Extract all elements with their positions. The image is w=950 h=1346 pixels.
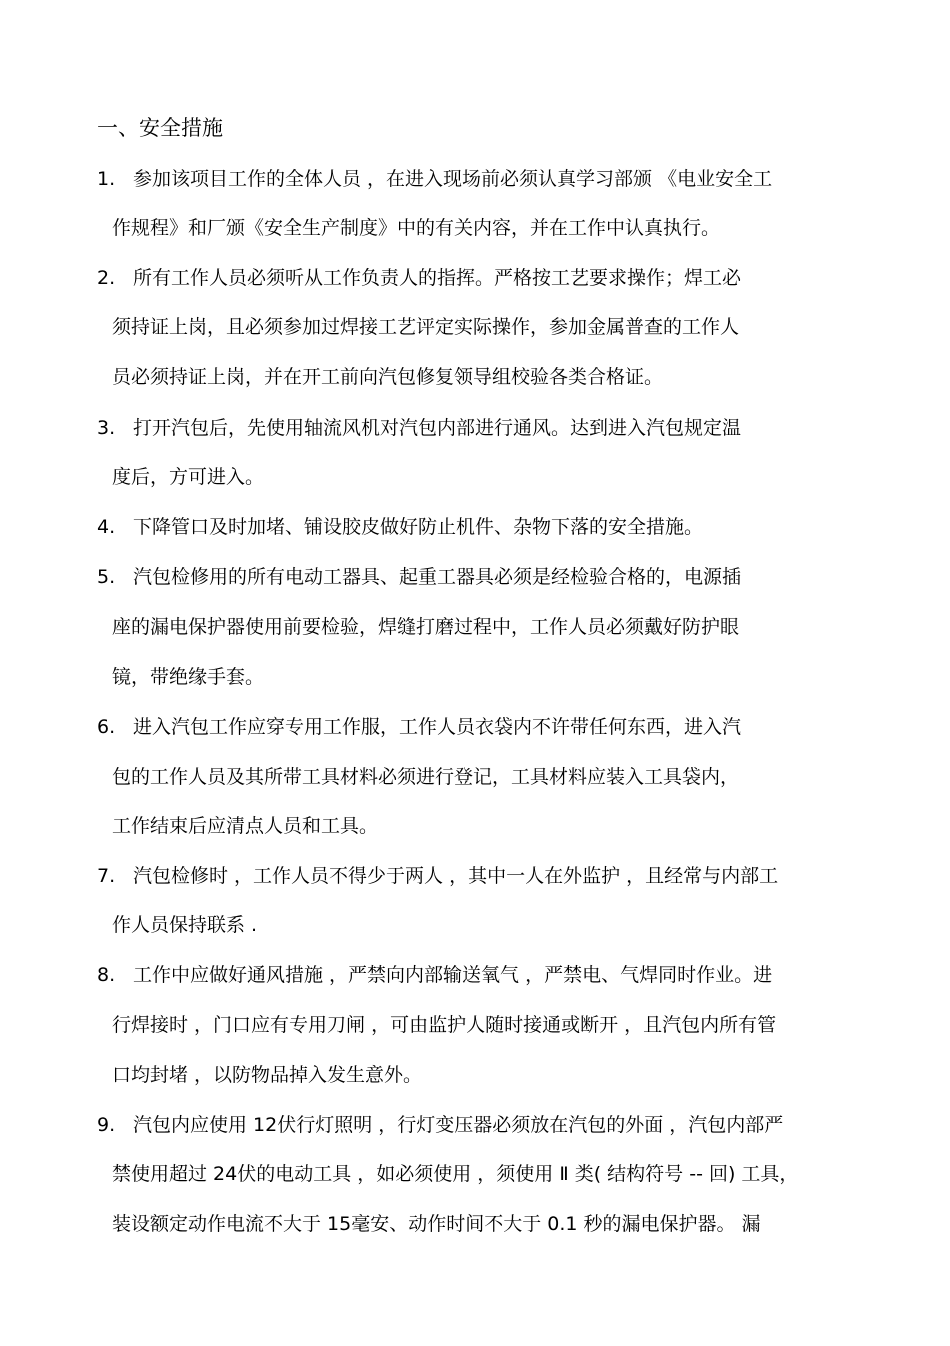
item-line: 进入汽包工作应穿专用工作服，工作人员衣袋内不许带任何东西，进入汽: [133, 716, 742, 738]
item-line: 下降管口及时加堵、铺设胶皮做好防止机件、杂物下落的安全措施。: [133, 516, 704, 538]
item-line: 汽包内应使用 12伏行灯照明 ，行灯变压器必须放在汽包的外面 ，汽包内部严: [133, 1114, 784, 1136]
item-line: 座的漏电保护器使用前要检验，焊缝打磨过程中，工作人员必须戴好防护眼: [112, 616, 740, 638]
item-number: 2.: [97, 267, 116, 289]
item-number: 6.: [97, 716, 116, 738]
item-line: 打开汽包后，先使用轴流风机对汽包内部进行通风。达到进入汽包规定温: [133, 417, 742, 439]
item-number: 3.: [97, 417, 116, 439]
item-number: 8.: [97, 964, 116, 986]
item-line: 镜，带绝缘手套。: [112, 666, 265, 688]
item-line: 工作中应做好通风措施 ，严禁向内部输送氧气 ，严禁电、气焊同时作业。进: [133, 964, 773, 986]
item-number: 5.: [97, 566, 116, 588]
item-line: 行焊接时 ，门口应有专用刀闸 ，可由监护人随时接通或断开 ，且汽包内所有管: [112, 1014, 777, 1036]
item-line: 作人员保持联系 .: [112, 914, 258, 936]
item-line: 装设额定动作电流不大于 15毫安、动作时间不大于 0.1 秒的漏电保护器。 漏: [112, 1213, 761, 1235]
item-line: 工作结束后应清点人员和工具。: [112, 815, 379, 837]
item-number: 9.: [97, 1114, 116, 1136]
item-line: 所有工作人员必须听从工作负责人的指挥。严格按工艺要求操作；焊工必: [133, 267, 742, 289]
item-number: 7.: [97, 865, 116, 887]
item-line: 禁使用超过 24伏的电动工具 ，如必须使用 ，须使用 Ⅱ 类( 结构符号 -- 回) 工具，: [112, 1163, 799, 1185]
section-heading: 一、安全措施: [97, 116, 223, 140]
item-line: 参加该项目工作的全体人员 ，在进入现场前必须认真学习部颁 《电业安全工: [133, 168, 773, 190]
item-number: 4.: [97, 516, 116, 538]
item-line: 度后，方可进入。: [112, 466, 265, 488]
item-line: 汽包检修时 ，工作人员不得少于两人 ，其中一人在外监护 ，且经常与内部工: [133, 865, 779, 887]
item-line: 汽包检修用的所有电动工器具、起重工器具必须是经检验合格的，电源插: [133, 566, 742, 588]
item-line: 口均封堵 ，以防物品掉入发生意外。: [112, 1064, 423, 1086]
item-line: 须持证上岗，且必须参加过焊接工艺评定实际操作，参加金属普查的工作人: [112, 316, 740, 338]
item-number: 1.: [97, 168, 116, 190]
item-line: 员必须持证上岗，并在开工前向汽包修复领导组校验各类合格证。: [112, 366, 664, 388]
item-line: 包的工作人员及其所带工具材料必须进行登记，工具材料应装入工具袋内，: [112, 766, 740, 788]
item-line: 作规程》和厂颁《安全生产制度》中的有关内容，并在工作中认真执行。: [112, 217, 721, 239]
